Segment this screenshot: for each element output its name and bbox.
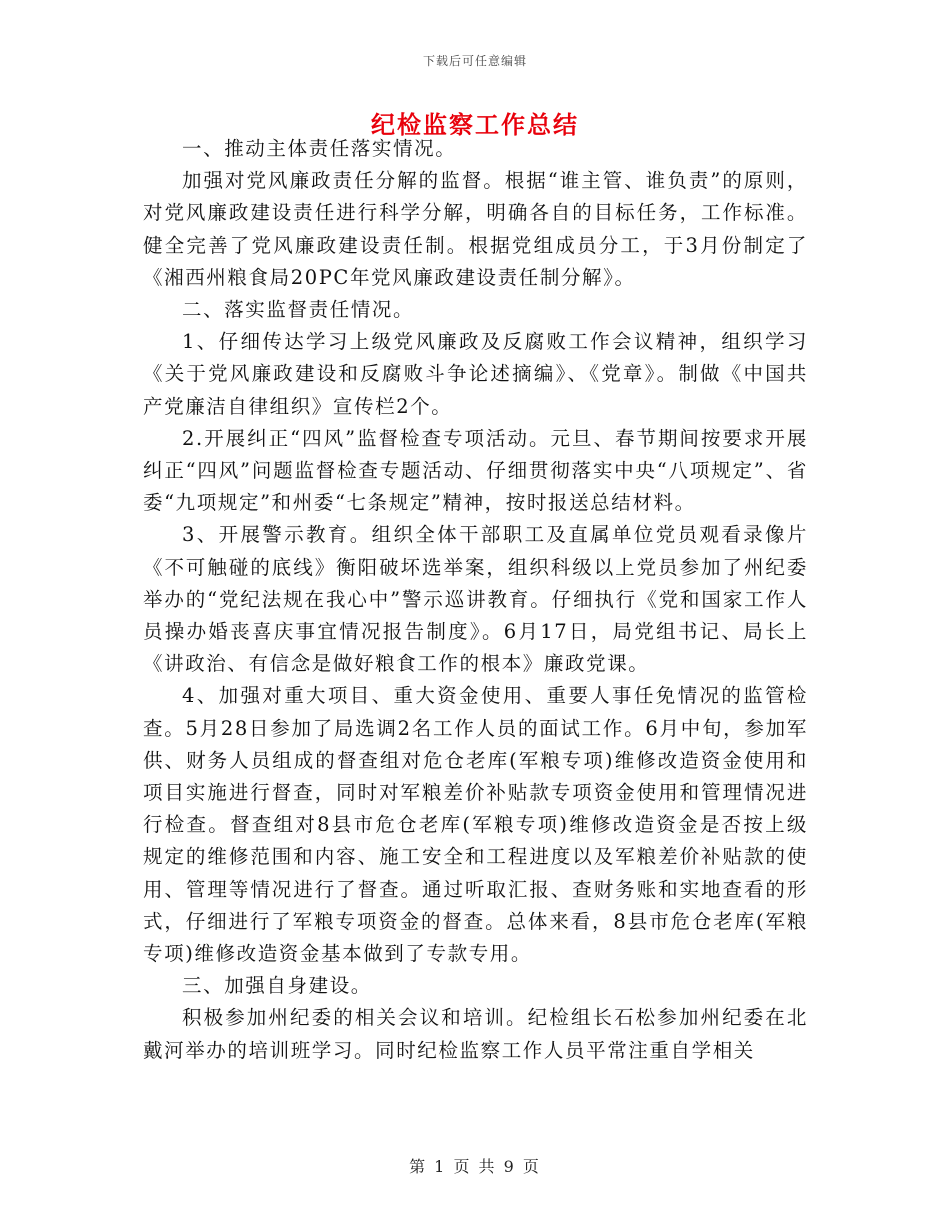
document-title: 纪检监察工作总结: [371, 110, 579, 139]
body-paragraph: 3、开展警示教育。组织全体干部职工及直属单位党员观看录像片《不可触碰的底线》衡阳破坏选举案，组织科级以上党员参加了州纪委举办的“党纪法规在我心中”警示巡讲教育。仔细执行《党和国家工作人员操办婚丧喜庆事宜情况报告制度》。6月17日，局党组书记、局长上《讲政治、有信念是做好粮食工作的根本》廉政党课。: [143, 523, 808, 676]
page-number-footer: 第 1 页 共 9 页: [409, 1157, 541, 1176]
document-body: [143, 133, 808, 1067]
body-paragraph: 加强对党风廉政责任分解的监督。根据“谁主管、谁负责”的原则，对党风廉政建设责任进行科学分解，明确各自的目标任务，工作标准。健全完善了党风廉政建设责任制。根据党组成员分工，于3月份制定了《湘西州粮食局20PC年党风廉政建设责任制分解》。: [143, 169, 808, 289]
section-heading-1: 一、推动主体责任落实情况。: [182, 137, 457, 160]
section-heading-3: 三、加强自身建设。: [182, 974, 372, 998]
body-paragraph: 积极参加州纪委的相关会议和培训。纪检组长石松参加州纪委在北戴河举办的培训班学习。同时纪检监察工作人员平常注重自学相关: [143, 1006, 808, 1062]
body-paragraph: 1、仔细传达学习上级党风廉政及反腐败工作会议精神，组织学习《关于党风廉政建设和反腐败斗争论述摘编》、《党章》。制做《中国共产党廉洁自律组织》宣传栏2个。: [143, 330, 808, 418]
section-heading-2: 二、落实监督责任情况。: [182, 298, 415, 322]
body-paragraph: 2.开展纠正“四风”监督检查专项活动。元旦、春节期间按要求开展纠正“四风”问题监督检查专题活动、仔细贯彻落实中央“八项规定”、省委“九项规定”和州委“七条规定”精神，按时报送总结材料。: [143, 426, 808, 515]
header-note: 下载后可任意编辑: [422, 54, 527, 68]
body-paragraph: 4、加强对重大项目、重大资金使用、重要人事任免情况的监管检查。5月28日参加了局选调2名工作人员的面试工作。6月中旬，参加军供、财务人员组成的督查组对危仓老库(军粮专项)维修改造资金使用和项目实施进行督查，同时对军粮差价补贴款专项资金使用和管理情况进行检查。督查组对8县市危仓老库(军粮专项)维修改造资金是否按上级规定的维修范围和内容、施工安全和工程进度以及军粮差价补贴款的使用、管理等情况进行了督查。通过听取汇报、查财务账和实地查看的形式，仔细进行了军粮专项资金的督查。总体来看，8县市危仓老库(军粮专项)维修改造资金基本做到了专款专用。: [143, 684, 808, 966]
